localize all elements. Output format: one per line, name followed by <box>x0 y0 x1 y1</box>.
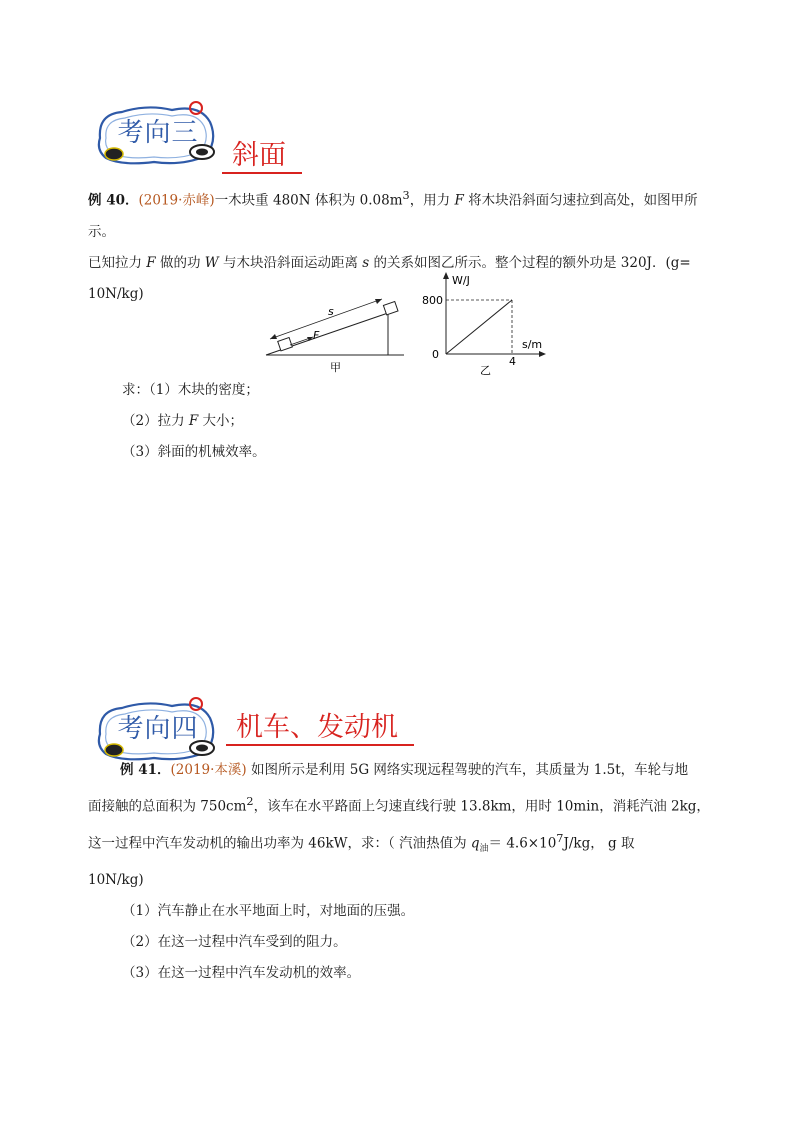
section-title-3: 斜面 <box>222 140 302 174</box>
var-f: F <box>188 413 199 429</box>
y-axis-arrow-icon <box>443 272 449 279</box>
figure-yi-caption: 乙 <box>480 364 491 377</box>
superscript: 2 <box>246 795 254 808</box>
var-s: s <box>362 254 370 271</box>
var-f: F <box>454 192 464 209</box>
example-source: (2019·赤峰) <box>138 192 215 209</box>
section-title-4: 机车、发动机 <box>226 712 414 746</box>
origin-label: 0 <box>432 348 439 361</box>
question-41-1: （1）汽车静止在水平地面上时，对地面的压强。 <box>122 903 415 919</box>
example-label: 例 40． <box>88 192 139 209</box>
block-top-icon <box>383 302 398 315</box>
question-40-2 <box>122 406 243 437</box>
text-run: J/kg， g 取 <box>563 835 635 851</box>
superscript: 3 <box>402 189 410 202</box>
y-tick-label: 800 <box>422 294 443 307</box>
data-line <box>446 300 512 354</box>
text-run: （2）拉力 <box>122 413 189 429</box>
question-41-3: （3）在这一过程中汽车发动机的效率。 <box>122 965 361 981</box>
text-run: ，用力 <box>409 192 455 209</box>
text-line: 10N/kg) <box>88 871 144 888</box>
text-run: ＝ 4.6×10 <box>488 835 557 851</box>
s-arrowhead-icon <box>375 299 382 304</box>
text-run: 一木块重 480N 体积为 0.08m <box>214 192 403 209</box>
text-run: ，该车在水平路面上匀速直线行驶 13.8km，用时 10min，消耗汽油 2kg， <box>253 798 710 815</box>
question-40-3: （3）斜面的机械效率。 <box>122 444 266 460</box>
x-tick-label: 4 <box>509 355 516 368</box>
text-run: 面接触的总面积为 750cm <box>88 798 247 815</box>
text-line: 10N/kg) <box>88 285 144 302</box>
var-f: F <box>146 254 156 271</box>
subscript: 油 <box>479 843 489 854</box>
example-source: (2019·本溪) <box>170 762 247 778</box>
y-axis-label: W/J <box>452 274 470 287</box>
var-q: q <box>470 835 480 851</box>
s-arrow <box>270 299 382 339</box>
example-label: 例 41． <box>120 762 171 778</box>
text-run: 大小； <box>198 413 244 429</box>
s-label: s <box>328 305 334 318</box>
f-label: F <box>313 329 320 342</box>
badge-label: 考向三 <box>117 118 199 148</box>
question-41-2: （2）在这一过程中汽车受到的阻力。 <box>122 934 347 950</box>
text-run: 如图所示是利用 5G 网络实现远程驾驶的汽车，其质量为 1.5t，车轮与地 <box>246 762 689 778</box>
figure-jia-caption: 甲 <box>330 361 341 374</box>
x-axis-arrow-icon <box>539 351 546 357</box>
block-bottom-icon <box>278 337 293 350</box>
badge-label: 考向四 <box>117 714 199 744</box>
section-badge-3 <box>92 100 222 174</box>
superscript: 7 <box>556 831 564 845</box>
figure-jia-incline <box>258 275 408 375</box>
text-run: 已知拉力 <box>88 254 147 271</box>
text-run: 的关系如图乙所示。整个过程的额外功是 320J．(g= <box>369 254 691 271</box>
figure-yi-graph <box>420 268 550 378</box>
question-40-1: 求：（1）木块的密度； <box>122 382 259 398</box>
text-run: 这一过程中汽车发动机的输出功率为 46kW，求：（ 汽油热值为 <box>88 835 471 851</box>
var-w: W <box>204 254 219 271</box>
text-run: 与木块沿斜面运动距离 <box>218 254 363 271</box>
s-arrowtail-icon <box>270 334 277 339</box>
x-axis-label: s/m <box>522 338 543 351</box>
text-run: 将木块沿斜面匀速拉到高处，如图甲所示。 <box>88 192 698 240</box>
example-41-text <box>88 755 710 896</box>
text-run: 做的功 <box>155 254 205 271</box>
